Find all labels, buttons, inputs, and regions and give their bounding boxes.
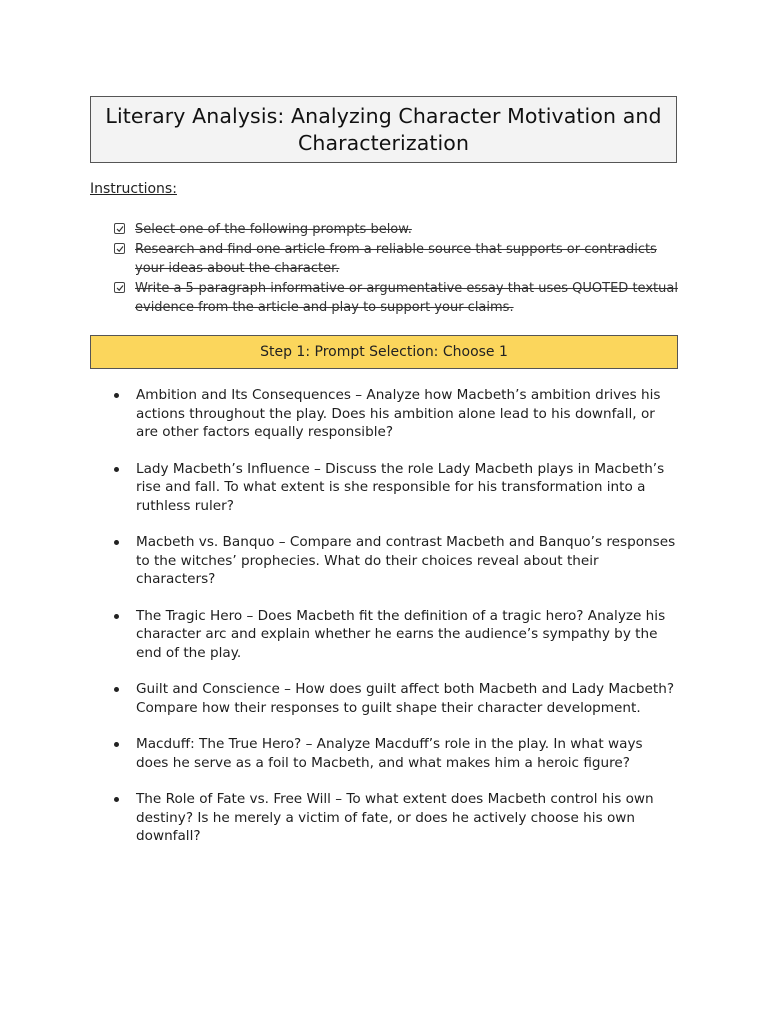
prompt-text: The Tragic Hero – Does Macbeth fit the definition of a tragic hero? Analyze his character arc and explain whether he earns the audience’s sympathy by the end of the play. [136, 607, 666, 661]
bullet-icon [114, 467, 119, 472]
prompt-item [114, 607, 679, 663]
checklist-item-text: Write a 5-paragraph informative or argumentative essay that uses QUOTED textual evidence from the article and play to support your claims. [135, 281, 678, 315]
checklist-item[interactable] [114, 279, 679, 317]
checklist-item-text: Research and find one article from a reliable source that supports or contradicts your ideas about the character. [135, 242, 657, 276]
prompt-item [114, 460, 679, 516]
instructions-checklist [114, 220, 679, 318]
prompt-item [114, 735, 679, 772]
prompt-list [114, 386, 679, 864]
prompt-item [114, 533, 679, 589]
prompt-item [114, 680, 679, 717]
bullet-icon [114, 614, 119, 619]
prompt-text: Guilt and Conscience – How does guilt affect both Macbeth and Lady Macbeth? Compare how their responses to guilt shape their character development. [136, 681, 675, 716]
title-box [90, 96, 677, 163]
bullet-icon [114, 393, 119, 398]
bullet-icon [114, 742, 119, 747]
instructions-label: Instructions: [90, 181, 177, 197]
prompt-text: Ambition and Its Consequences – Analyze how Macbeth’s ambition drives his actions throughout the play. Does his ambition alone lead to his downfall, or are other factors equally responsible? [136, 387, 661, 440]
prompt-item [114, 386, 679, 442]
checklist-item-text: Select one of the following prompts below. [135, 222, 412, 237]
prompt-text: The Role of Fate vs. Free Will – To what extent does Macbeth control his own destiny? Is he merely a victim of fate, or does he actively choose his own downfall? [136, 791, 654, 844]
prompt-text: Macbeth vs. Banquo – Compare and contrast Macbeth and Banquo’s responses to the witches’ prophecies. What do their choices reveal about their characters? [136, 534, 676, 587]
step-heading-box [90, 335, 678, 369]
checked-checkbox-icon[interactable] [114, 223, 125, 234]
checked-checkbox-icon[interactable] [114, 282, 125, 293]
prompt-text: Macduff: The True Hero? – Analyze Macduff’s role in the play. In what ways does he serve as a foil to Macbeth, and what makes him a heroic figure? [136, 736, 643, 771]
checked-checkbox-icon[interactable] [114, 243, 125, 254]
prompt-text: Lady Macbeth’s Influence – Discuss the role Lady Macbeth plays in Macbeth’s rise and fall. To what extent is she responsible for his transformation into a ruthless ruler? [136, 460, 665, 514]
bullet-icon [114, 797, 119, 802]
document-title: Literary Analysis: Analyzing Character Motivation and Characterization [105, 103, 662, 155]
step-heading: Step 1: Prompt Selection: Choose 1 [260, 344, 508, 360]
bullet-icon [114, 687, 119, 692]
prompt-item [114, 790, 679, 846]
checklist-item[interactable] [114, 240, 679, 278]
bullet-icon [114, 540, 119, 545]
checklist-item[interactable] [114, 220, 679, 239]
